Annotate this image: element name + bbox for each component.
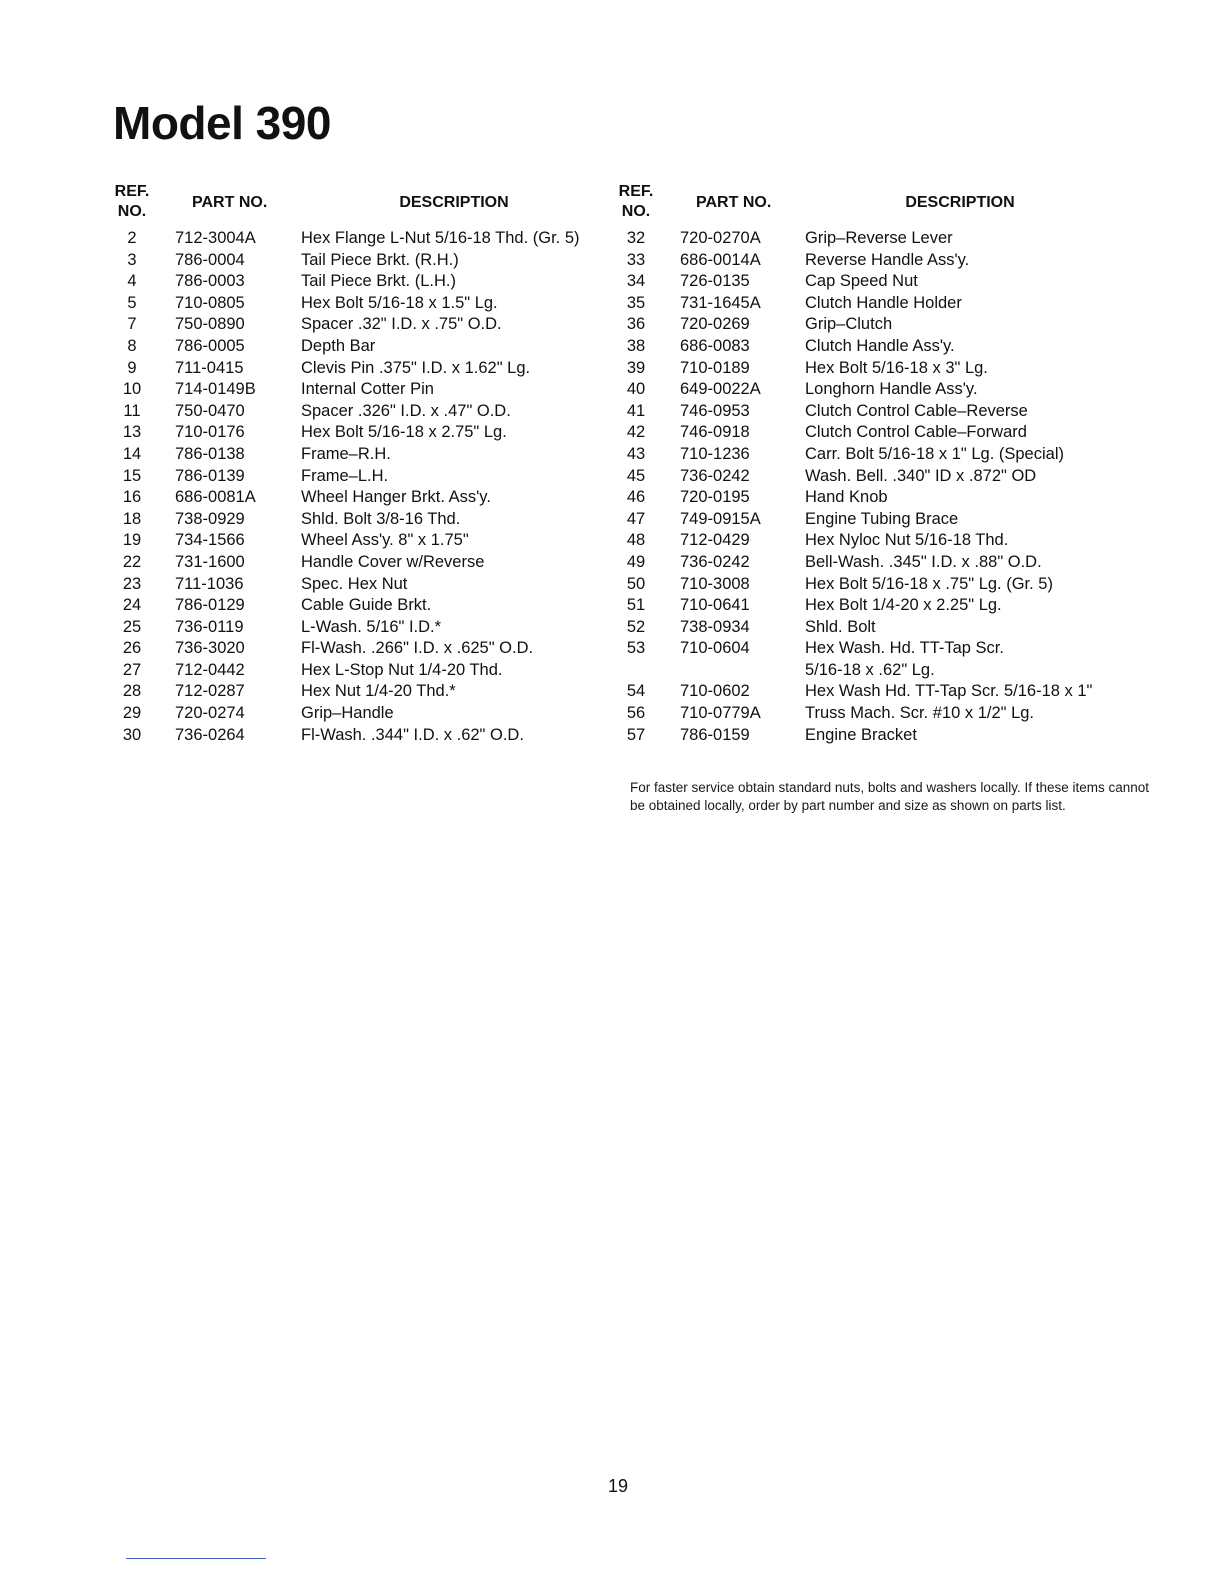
description: Wheel Hanger Brkt. Ass'y.	[301, 488, 491, 507]
part-no: 720-0195	[680, 488, 750, 507]
table-row	[112, 725, 612, 747]
part-no: 749-0915A	[680, 509, 761, 528]
table-row	[112, 574, 612, 596]
ref-no: 38	[626, 336, 646, 355]
part-no: 786-0159	[680, 725, 750, 744]
ref-no: 46	[626, 488, 646, 507]
part-no: 750-0890	[175, 315, 245, 334]
description: Reverse Handle Ass'y.	[805, 250, 970, 269]
table-row	[112, 466, 612, 488]
ref-no: 40	[626, 380, 646, 399]
table-row	[616, 552, 1136, 574]
ref-no: 34	[626, 272, 646, 291]
table-row	[616, 444, 1136, 466]
table-row	[616, 336, 1136, 358]
part-no: 686-0083	[680, 336, 750, 355]
description: Frame–L.H.	[301, 466, 389, 485]
ref-no: 19	[122, 531, 142, 550]
table-row	[112, 530, 612, 552]
description: Frame–R.H.	[301, 444, 391, 463]
ref-no: 52	[626, 617, 646, 636]
part-no: 649-0022A	[680, 380, 761, 399]
ref-no: 39	[626, 358, 646, 377]
table-row	[616, 595, 1136, 617]
part-no-header: PART NO.	[696, 194, 772, 211]
ref-no: 26	[122, 639, 142, 658]
ref-no: 2	[127, 229, 137, 247]
table-row	[112, 422, 612, 444]
table-row	[616, 401, 1136, 423]
part-no: 786-0129	[175, 596, 245, 615]
table-row	[112, 379, 612, 401]
table-row	[616, 638, 1136, 660]
description: Truss Mach. Scr. #10 x 1/2" Lg.	[805, 704, 1035, 723]
table-row	[616, 358, 1136, 380]
part-no: 734-1566	[175, 531, 245, 550]
description: Tail Piece Brkt. (L.H.)	[301, 272, 456, 291]
description: Grip–Handle	[301, 704, 394, 723]
description: 5/16-18 x .62" Lg.	[805, 660, 935, 679]
ref-no: 35	[626, 293, 646, 312]
part-no: 786-0003	[175, 272, 245, 291]
part-no: 731-1600	[175, 552, 245, 571]
table-row	[112, 703, 612, 725]
parts-table-left	[112, 182, 612, 746]
part-no: 738-0934	[680, 617, 750, 636]
ref-no: 18	[122, 509, 142, 528]
description: Hex Nut 1/4-20 Thd.*	[301, 682, 456, 701]
ref-no: 24	[122, 596, 142, 615]
ref-no: 28	[122, 682, 142, 701]
description: Clutch Control Cable–Forward	[805, 423, 1027, 442]
ref-no: 45	[626, 466, 646, 485]
ref-no: 13	[122, 423, 142, 442]
table-row	[616, 509, 1136, 531]
description: Wheel Ass'y. 8" x 1.75"	[301, 531, 469, 550]
ref-no: 23	[122, 574, 142, 593]
table-row	[616, 703, 1136, 725]
ref-no: 22	[122, 552, 142, 571]
table-row	[112, 314, 612, 336]
table-row	[616, 314, 1136, 336]
part-no: 686-0081A	[175, 488, 256, 507]
table-row	[112, 271, 612, 293]
ref-no: 9	[127, 358, 137, 377]
part-no: 736-0264	[175, 725, 245, 744]
table-row	[616, 250, 1136, 272]
table-row	[112, 638, 612, 660]
table-row	[112, 552, 612, 574]
description-header: DESCRIPTION	[905, 194, 1015, 211]
ref-no: 16	[122, 488, 142, 507]
part-no: 746-0953	[680, 401, 750, 420]
ref-no: 54	[626, 682, 646, 701]
description: L-Wash. 5/16" I.D.*	[301, 617, 442, 636]
part-no: 712-0287	[175, 682, 245, 701]
description: Tail Piece Brkt. (R.H.)	[301, 250, 459, 269]
table-row	[112, 401, 612, 423]
page-number: 19	[607, 1476, 629, 1496]
description: Clutch Handle Ass'y.	[805, 336, 955, 355]
part-no: 720-0274	[175, 704, 245, 723]
table-row	[112, 617, 612, 639]
part-no: 712-0429	[680, 531, 750, 550]
part-no: 712-0442	[175, 660, 245, 679]
ref-no: 42	[626, 423, 646, 442]
table-row	[616, 293, 1136, 315]
part-no: 786-0138	[175, 444, 245, 463]
description: Spacer .326" I.D. x .47" O.D.	[301, 401, 511, 420]
part-no: 750-0470	[175, 401, 245, 420]
part-no: 711-0415	[175, 358, 244, 377]
table-row	[616, 530, 1136, 552]
ref-no: 27	[122, 660, 142, 679]
description: Fl-Wash. .344" I.D. x .62" O.D.	[301, 725, 524, 744]
part-no: 710-0604	[680, 639, 750, 658]
ref-no: 10	[122, 380, 142, 399]
part-no: 746-0918	[680, 423, 750, 442]
ref-no: 50	[626, 574, 646, 593]
part-no: 710-1236	[680, 444, 750, 463]
parts-table-header	[112, 182, 612, 228]
part-no-header: PART NO.	[192, 194, 268, 211]
part-no: 710-0176	[175, 423, 245, 442]
part-no: 736-0119	[175, 617, 244, 636]
part-no: 711-1036	[175, 574, 244, 593]
description: Shld. Bolt 3/8-16 Thd.	[301, 509, 461, 528]
part-no: 786-0004	[175, 250, 245, 269]
ref-no: 11	[123, 401, 141, 420]
part-no: 736-0242	[680, 466, 750, 485]
table-row	[616, 487, 1136, 509]
description: Carr. Bolt 5/16-18 x 1" Lg. (Special)	[805, 444, 1064, 463]
description-header: DESCRIPTION	[399, 194, 509, 211]
ref-no: 15	[122, 466, 142, 485]
table-row	[112, 509, 612, 531]
ref-no: 30	[122, 725, 142, 744]
description: Hex Bolt 5/16-18 x 3" Lg.	[805, 358, 988, 377]
ref-no: 25	[122, 617, 142, 636]
ref-no: 32	[626, 229, 646, 247]
description: Clutch Control Cable–Reverse	[805, 401, 1028, 420]
description: Engine Bracket	[805, 725, 917, 744]
ref-no: 49	[626, 552, 646, 571]
description: Shld. Bolt	[805, 617, 876, 636]
description: Hex L-Stop Nut 1/4-20 Thd.	[301, 660, 503, 679]
parts-table-header	[616, 182, 1136, 228]
description: Longhorn Handle Ass'y.	[805, 380, 978, 399]
table-row	[616, 660, 1136, 682]
description: Clevis Pin .375" I.D. x 1.62" Lg.	[301, 358, 531, 377]
description: Hex Nyloc Nut 5/16-18 Thd.	[805, 531, 1009, 550]
table-row	[112, 681, 612, 703]
service-note: For faster service obtain standard nuts, bolts and washers locally. If these items cannot be obtained locally, order by part number and size as shown on parts list.	[630, 779, 1150, 813]
part-no: 686-0014A	[680, 250, 761, 269]
description: Hex Bolt 5/16-18 x .75" Lg. (Gr. 5)	[805, 574, 1053, 593]
description: Cable Guide Brkt.	[301, 596, 432, 615]
description: Spacer .32" I.D. x .75" O.D.	[301, 315, 502, 334]
page-title: Model 390	[113, 97, 331, 149]
ref-no: 7	[127, 315, 137, 334]
parts-list	[112, 228, 612, 746]
ref-no: 5	[127, 293, 137, 312]
table-row	[112, 293, 612, 315]
description: Bell-Wash. .345" I.D. x .88" O.D.	[805, 552, 1042, 571]
table-row	[616, 466, 1136, 488]
ref-no: 48	[626, 531, 646, 550]
ref-no: 33	[626, 250, 646, 269]
table-row	[616, 271, 1136, 293]
table-row	[112, 358, 612, 380]
description: Grip–Clutch	[805, 315, 893, 334]
part-no: 710-3008	[680, 574, 750, 593]
ref-no: 43	[626, 444, 646, 463]
table-row	[616, 681, 1136, 703]
part-no: 710-0805	[175, 293, 245, 312]
ref-no-header: REF. NO.	[618, 183, 654, 220]
description: Hex Flange L-Nut 5/16-18 Thd. (Gr. 5)	[301, 229, 580, 247]
description: Hex Wash. Hd. TT-Tap Scr.	[805, 639, 1004, 658]
table-row	[616, 574, 1136, 596]
ref-no: 14	[122, 444, 142, 463]
part-no: 710-0189	[680, 358, 750, 377]
description: Wash. Bell. .340" ID x .872" OD	[805, 466, 1037, 485]
part-no: 738-0929	[175, 509, 245, 528]
part-no: 720-0270A	[680, 229, 761, 247]
description: Internal Cotter Pin	[301, 380, 434, 399]
ref-no: 56	[626, 704, 646, 723]
ref-no-header: REF. NO.	[114, 183, 150, 220]
part-no: 720-0269	[680, 315, 750, 334]
ref-no: 4	[127, 272, 137, 291]
description: Handle Cover w/Reverse	[301, 552, 485, 571]
table-row	[112, 336, 612, 358]
description: Grip–Reverse Lever	[805, 229, 953, 247]
part-no: 714-0149B	[175, 380, 256, 399]
part-no: 786-0139	[175, 466, 245, 485]
description: Hex Bolt 1/4-20 x 2.25" Lg.	[805, 596, 1002, 615]
part-no: 731-1645A	[680, 293, 761, 312]
parts-list	[616, 228, 1136, 746]
footer-rule	[126, 1558, 266, 1559]
parts-table-right	[616, 182, 1136, 746]
table-row	[112, 660, 612, 682]
table-row	[616, 725, 1136, 747]
ref-no: 36	[626, 315, 646, 334]
part-no: 710-0779A	[680, 704, 761, 723]
table-row	[616, 228, 1136, 250]
description: Hand Knob	[805, 488, 888, 507]
table-row	[112, 228, 612, 250]
description: Depth Bar	[301, 336, 376, 355]
table-row	[112, 595, 612, 617]
table-row	[616, 379, 1136, 401]
ref-no: 57	[626, 725, 646, 744]
ref-no: 47	[626, 509, 646, 528]
table-row	[616, 617, 1136, 639]
description: Engine Tubing Brace	[805, 509, 959, 528]
ref-no: 29	[122, 704, 142, 723]
ref-no: 41	[626, 401, 646, 420]
ref-no: 51	[626, 596, 646, 615]
description: Cap Speed Nut	[805, 272, 918, 291]
part-no: 710-0641	[680, 596, 750, 615]
part-no: 710-0602	[680, 682, 750, 701]
description: Hex Bolt 5/16-18 x 2.75" Lg.	[301, 423, 507, 442]
ref-no: 8	[127, 336, 137, 355]
part-no: 736-0242	[680, 552, 750, 571]
part-no: 712-3004A	[175, 229, 256, 247]
ref-no: 53	[626, 639, 646, 658]
description: Clutch Handle Holder	[805, 293, 962, 312]
table-row	[616, 422, 1136, 444]
table-row	[112, 444, 612, 466]
description: Hex Wash Hd. TT-Tap Scr. 5/16-18 x 1"	[805, 682, 1093, 701]
description: Spec. Hex Nut	[301, 574, 408, 593]
ref-no: 3	[127, 250, 137, 269]
description: Fl-Wash. .266" I.D. x .625" O.D.	[301, 639, 534, 658]
part-no: 736-3020	[175, 639, 245, 658]
description: Hex Bolt 5/16-18 x 1.5" Lg.	[301, 293, 498, 312]
part-no: 726-0135	[680, 272, 750, 291]
table-row	[112, 487, 612, 509]
part-no: 786-0005	[175, 336, 245, 355]
table-row	[112, 250, 612, 272]
